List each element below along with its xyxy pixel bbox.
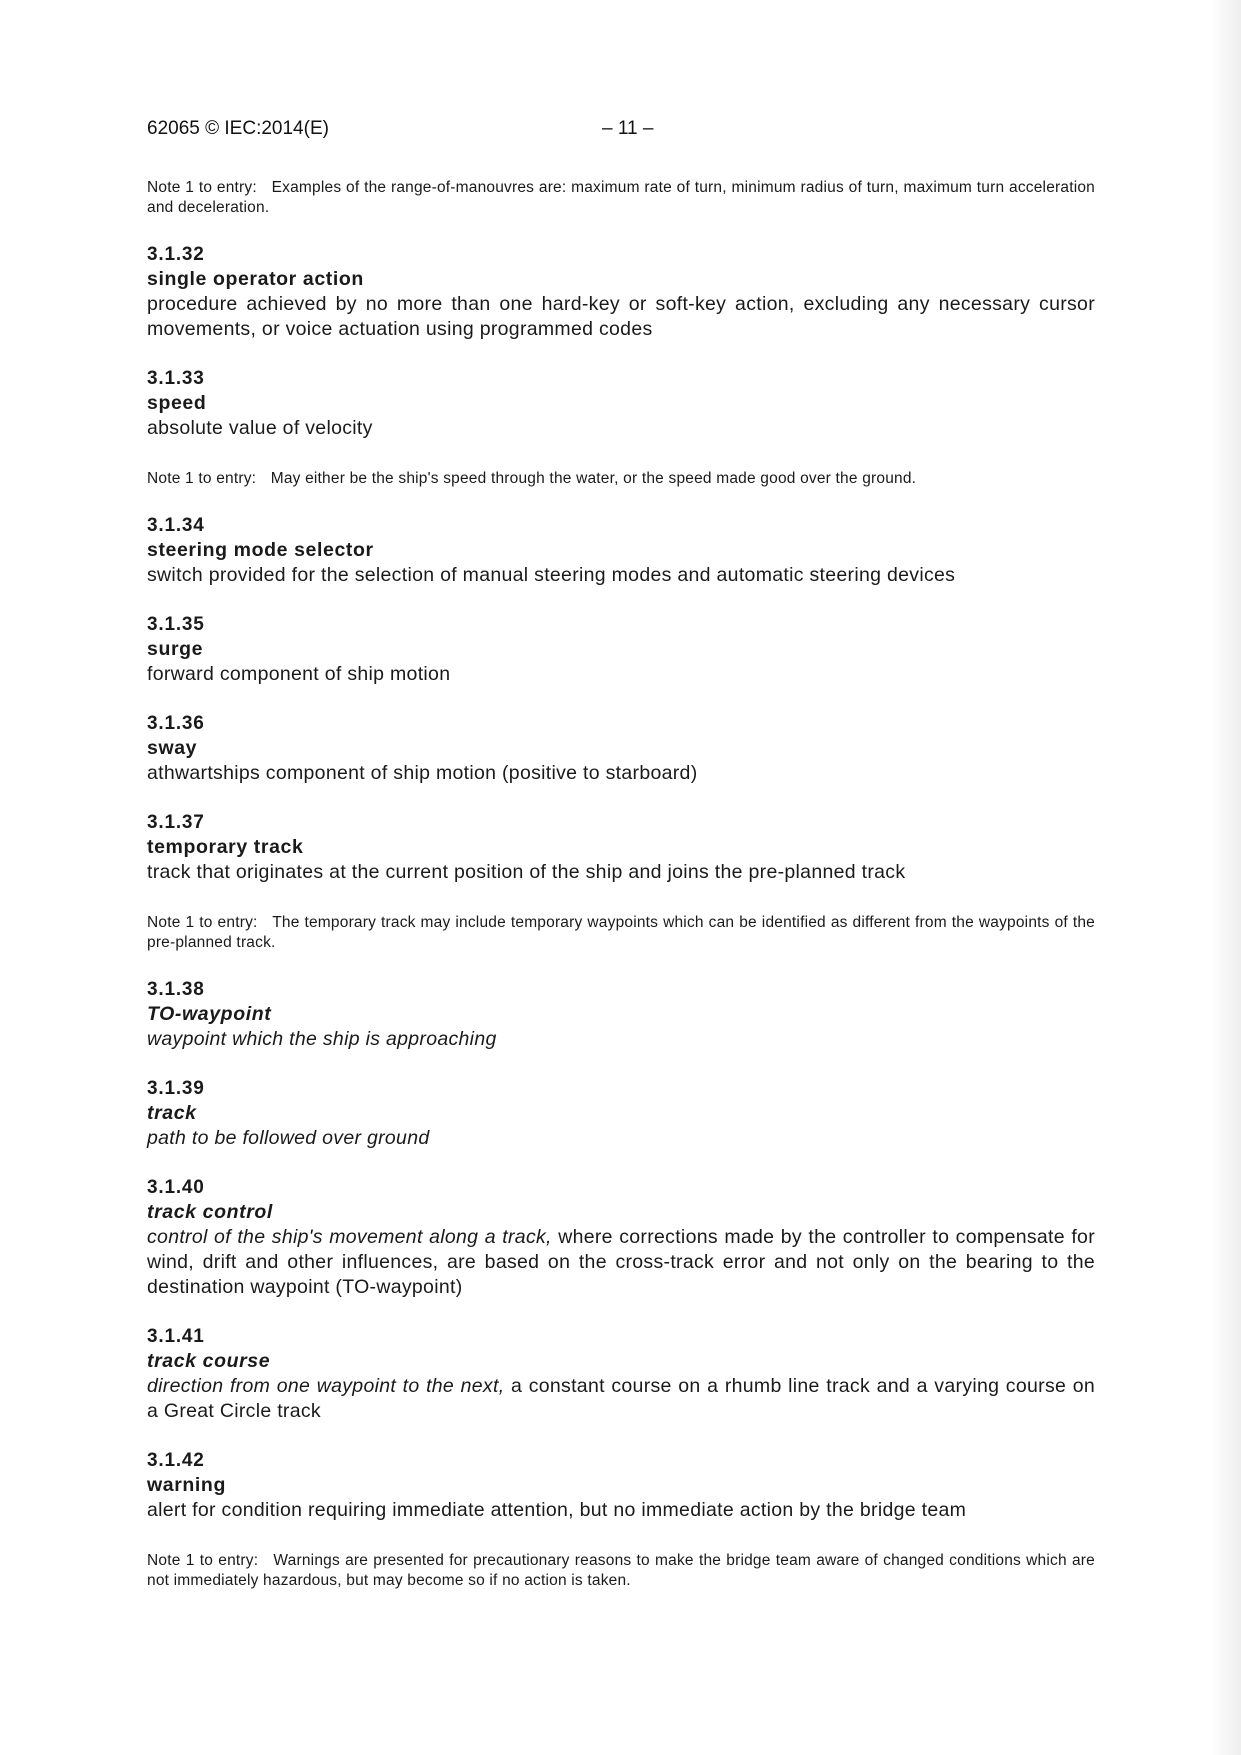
entry-definition xyxy=(147,1374,1095,1424)
entry-note xyxy=(147,913,1095,953)
entry-definition: waypoint which the ship is approaching xyxy=(147,1028,497,1050)
definition-italic-part: control of the ship's movement along a track, xyxy=(147,1226,552,1248)
document-id: 62065 © IEC:2014(E) xyxy=(147,118,329,139)
entry-note xyxy=(147,469,1095,489)
entry-term: TO-waypoint xyxy=(147,1003,272,1025)
entry-definition: track that originates at the current position of the ship and joins the pre-planned track xyxy=(147,861,906,883)
definition-plain-part: where corrections made by the controller to compensate for wind, drift and other influences, are based on the cross-track error and not only on the bearing to the destination waypoint (TO-waypoint) xyxy=(147,1226,1095,1298)
term-entry xyxy=(147,513,1095,588)
entry-number: 3.1.35 xyxy=(147,614,205,635)
term-entry xyxy=(147,977,1095,1052)
entry-definition: alert for condition requiring immediate attention, but no immediate action by the bridge team xyxy=(147,1499,967,1521)
entry-definition xyxy=(147,1225,1095,1300)
entry-number: 3.1.41 xyxy=(147,1326,205,1347)
entry-term: track course xyxy=(147,1350,271,1372)
definitions-body xyxy=(147,178,1095,1591)
term-entry xyxy=(147,810,1095,953)
note-label: Note 1 to entry: xyxy=(147,179,257,196)
entry-number: 3.1.36 xyxy=(147,713,205,734)
entry-definition: athwartships component of ship motion (positive to starboard) xyxy=(147,762,698,784)
entry-definition: switch provided for the selection of manual steering modes and automatic steering devices xyxy=(147,564,956,586)
term-entry xyxy=(147,1324,1095,1424)
term-entry xyxy=(147,242,1095,342)
entry-term: track xyxy=(147,1102,197,1124)
note-text: The temporary track may include temporary waypoints which can be identified as different from the waypoints of the pre-planned track. xyxy=(147,914,1095,951)
entry-definition: absolute value of velocity xyxy=(147,417,373,439)
note-label: Note 1 to entry: xyxy=(147,1552,259,1569)
entry-definition: forward component of ship motion xyxy=(147,663,451,685)
term-entry xyxy=(147,1175,1095,1300)
entry-term: track control xyxy=(147,1201,273,1223)
entry-note xyxy=(147,1551,1095,1591)
entry-term: sway xyxy=(147,737,198,759)
term-entry xyxy=(147,612,1095,687)
entry-number: 3.1.42 xyxy=(147,1450,205,1471)
entry-definition: path to be followed over ground xyxy=(147,1127,430,1149)
entry-number: 3.1.39 xyxy=(147,1078,205,1099)
note-text: Examples of the range-of-manouvres are: maximum rate of turn, minimum radius of turn, maximum turn acceleration and deceleration. xyxy=(147,179,1095,216)
entry-number: 3.1.33 xyxy=(147,368,205,389)
definition-plain-part: a constant course on a rhumb line track and a varying course on a Great Circle track xyxy=(147,1375,1095,1422)
entry-term: single operator action xyxy=(147,268,364,290)
term-entry xyxy=(147,1076,1095,1151)
note-label: Note 1 to entry: xyxy=(147,470,257,487)
entry-term: temporary track xyxy=(147,836,304,858)
entry-number: 3.1.38 xyxy=(147,979,205,1000)
entry-number: 3.1.37 xyxy=(147,812,205,833)
note-text: May either be the ship's speed through the water, or the speed made good over the ground. xyxy=(270,470,917,487)
entry-number: 3.1.32 xyxy=(147,244,205,265)
entry-number: 3.1.34 xyxy=(147,515,205,536)
entry-term: speed xyxy=(147,392,207,414)
entry-term: warning xyxy=(147,1474,226,1496)
term-entry xyxy=(147,366,1095,489)
note-label: Note 1 to entry: xyxy=(147,914,258,931)
page-number: – 11 – xyxy=(602,118,654,139)
term-entry xyxy=(147,1448,1095,1591)
entry-note xyxy=(147,178,1095,218)
definition-italic-part: direction from one waypoint to the next, xyxy=(147,1375,505,1397)
entry-term: surge xyxy=(147,638,204,660)
entry-number: 3.1.40 xyxy=(147,1177,205,1198)
note-text: Warnings are presented for precautionary reasons to make the bridge team aware of changed conditions which are not immediately hazardous, but may become so if no action is taken. xyxy=(147,1552,1095,1589)
entry-definition: procedure achieved by no more than one hard-key or soft-key action, excluding any necessary cursor movements, or voice actuation using programmed codes xyxy=(147,293,1095,340)
term-entry xyxy=(147,711,1095,786)
entry-term: steering mode selector xyxy=(147,539,374,561)
scan-edge-shadow xyxy=(1211,0,1241,1755)
